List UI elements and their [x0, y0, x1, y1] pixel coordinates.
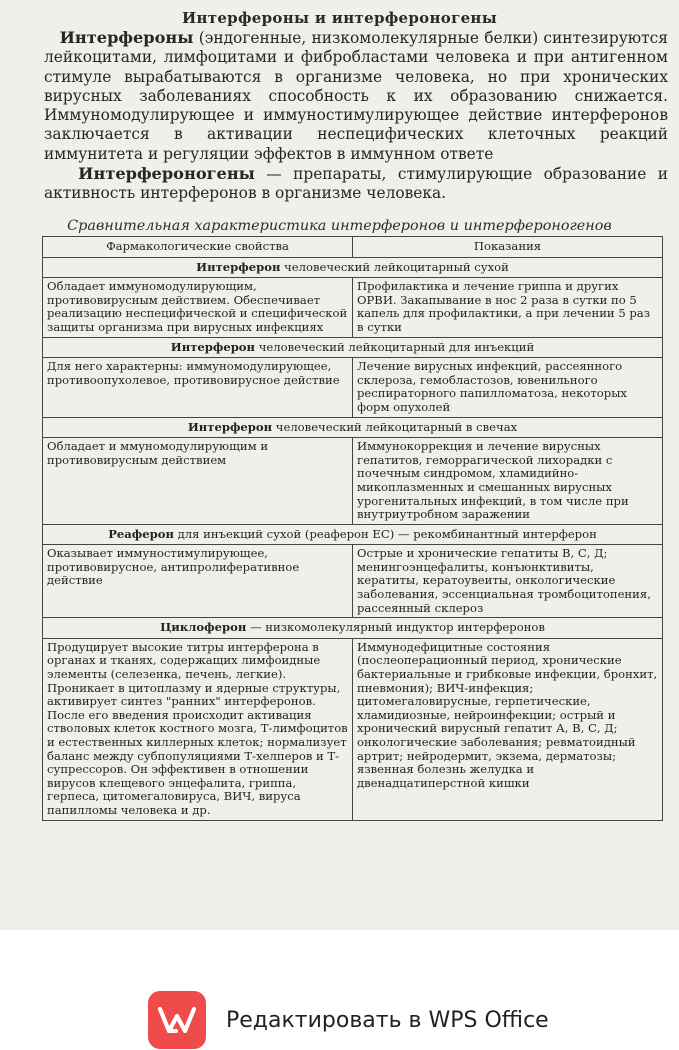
table-row — [43, 358, 663, 417]
properties-cell: Обладает иммуномодулирующим, противовирусным действием. Обеспечивает реализацию неспецифической и специфической защиты организма при вирусных инфекциях — [43, 278, 353, 337]
term-interferonogens: Интерфероногены — [78, 164, 255, 184]
section-row — [43, 524, 663, 545]
paragraph-interferonogens — [44, 164, 668, 204]
section-title — [43, 337, 663, 358]
term-interferons: Интерфероны — [59, 28, 194, 47]
edit-in-wps-label: Редактировать в WPS Office — [226, 1007, 549, 1033]
section-title — [43, 417, 663, 438]
indications-cell: Лечение вирусных инфекций, рассеянного склероза, гемобластозов, ювенильного респираторного папилломатоза, некоторых форм опухолей — [353, 358, 663, 417]
properties-cell: Продуцирует высокие титры интерферона в органах и тканях, содержащих лимфоидные элементы (селезенка, печень, легкие). Проникает в цитоплазму и ядерные структуры, активирует синтез "ранних" интерферонов. После его введения происходит активация стволовых клеток костного мозга, Т-лимфоцитов и естественных киллерных клеток; нормализует баланс между субпопуляциями Т-хелперов и Т-супрессоров. Он эффективен в отношении вирусов клещевого энцефалита, гриппа, герпеса, цитомегаловируса, ВИЧ, вируса папилломы человека и др. — [43, 638, 353, 820]
drug-name: Циклоферон — [160, 620, 247, 635]
table-row — [43, 638, 663, 820]
drug-description: человеческий лейкоцитарный сухой — [280, 259, 509, 274]
section-row — [43, 417, 663, 438]
section-title — [43, 257, 663, 278]
properties-cell: Для него характерны: иммуномодулирующее, противоопухолевое, противовирусное действие — [43, 358, 353, 417]
document-body — [44, 28, 668, 204]
drug-description: человеческий лейкоцитарный в свечах — [272, 419, 518, 434]
table-row — [43, 278, 663, 337]
drug-name: Интерферон — [196, 259, 281, 274]
header-indications: Показания — [353, 237, 663, 258]
indications-cell: Острые и хронические гепатиты В, С, Д; менингоэнцефалиты, конъюнктивиты, кератиты, кератоувеиты, онкологические заболевания, эссенциальная тромбоцитопения, рассеянный склероз — [353, 545, 663, 618]
drug-name: Интерферон — [170, 339, 256, 354]
properties-cell: Обладает и ммуномодулирующим и противовирусным действием — [43, 438, 353, 525]
indications-cell: Профилактика и лечение гриппа и других ОРВИ. Закапывание в нос 2 раза в сутки по 5 капель для профилактики, а при лечении 5 раз в сутки — [353, 278, 663, 337]
paragraph-interferons — [44, 28, 668, 164]
indications-cell: Иммунокоррекция и лечение вирусных гепатитов, геморрагической лихорадки с почечным синдромом, хламидийно-микоплазменных и смешанных вирусных урогенитальных инфекций, в том числе при внутриутробном заражении — [353, 438, 663, 525]
section-title — [43, 524, 663, 545]
document-title: Интерфероны и интерфероногены — [181, 9, 498, 27]
edit-in-wps-button[interactable] — [148, 990, 588, 1050]
paragraph-interferonogens-text: — препараты, стимулирующие образование и активность интерферонов в организме человека. — [44, 165, 668, 203]
paragraph-interferons-text: (эндогенные, низкомолекулярные белки) синтезируются лейкоцитами, лимфоцитами и фибробластами человека и при антигенном стимуле вырабатываются в организме человека, но при хронических вирусных заболеваниях способность к их образованию снижается. Иммуномодулирующее и иммуностимулирующее действие интерферонов заключается в активации неспецифических клеточных реакций иммунитета и регуляции эффектов в иммунном ответе — [44, 29, 668, 163]
section-row — [43, 618, 663, 639]
section-title — [43, 618, 663, 639]
section-row — [43, 337, 663, 358]
drug-name: Реаферон — [108, 526, 174, 541]
table-row — [43, 545, 663, 618]
header-properties: Фармакологические свойства — [43, 237, 353, 258]
properties-cell: Оказывает иммуностимулирующее, противовирусное, антипролиферативное действие — [43, 545, 353, 618]
comparison-table — [42, 236, 663, 821]
wps-logo-icon — [148, 991, 206, 1049]
table-header-row — [43, 237, 663, 258]
section-row — [43, 257, 663, 278]
indications-cell: Иммунодефицитные состояния (послеоперационный период, хронические бактериальные и грибковые инфекции, бронхит, пневмония); ВИЧ-инфекция; цитомегаловирусные, герпетические, хламидиозные, нейроинфекции; острый и хронический вирусный гепатит А, В, С, Д; онкологические заболевания; ревматоидный артрит; нейродермит, экзема, дерматозы; язвенная болезнь желудка и двенадцатиперстной кишки — [353, 638, 663, 820]
drug-description: человеческий лейкоцитарный для инъекций — [255, 339, 535, 354]
drug-description: — низкомолекулярный индуктор интерферонов — [246, 620, 545, 635]
table-row — [43, 438, 663, 525]
drug-description: для инъекций сухой (реаферон ЕС) — рекомбинантный интерферон — [173, 526, 597, 541]
drug-name: Интерферон — [187, 419, 273, 434]
table-caption: Сравнительная характеристика интерферонов и интерфероногенов — [67, 218, 612, 234]
